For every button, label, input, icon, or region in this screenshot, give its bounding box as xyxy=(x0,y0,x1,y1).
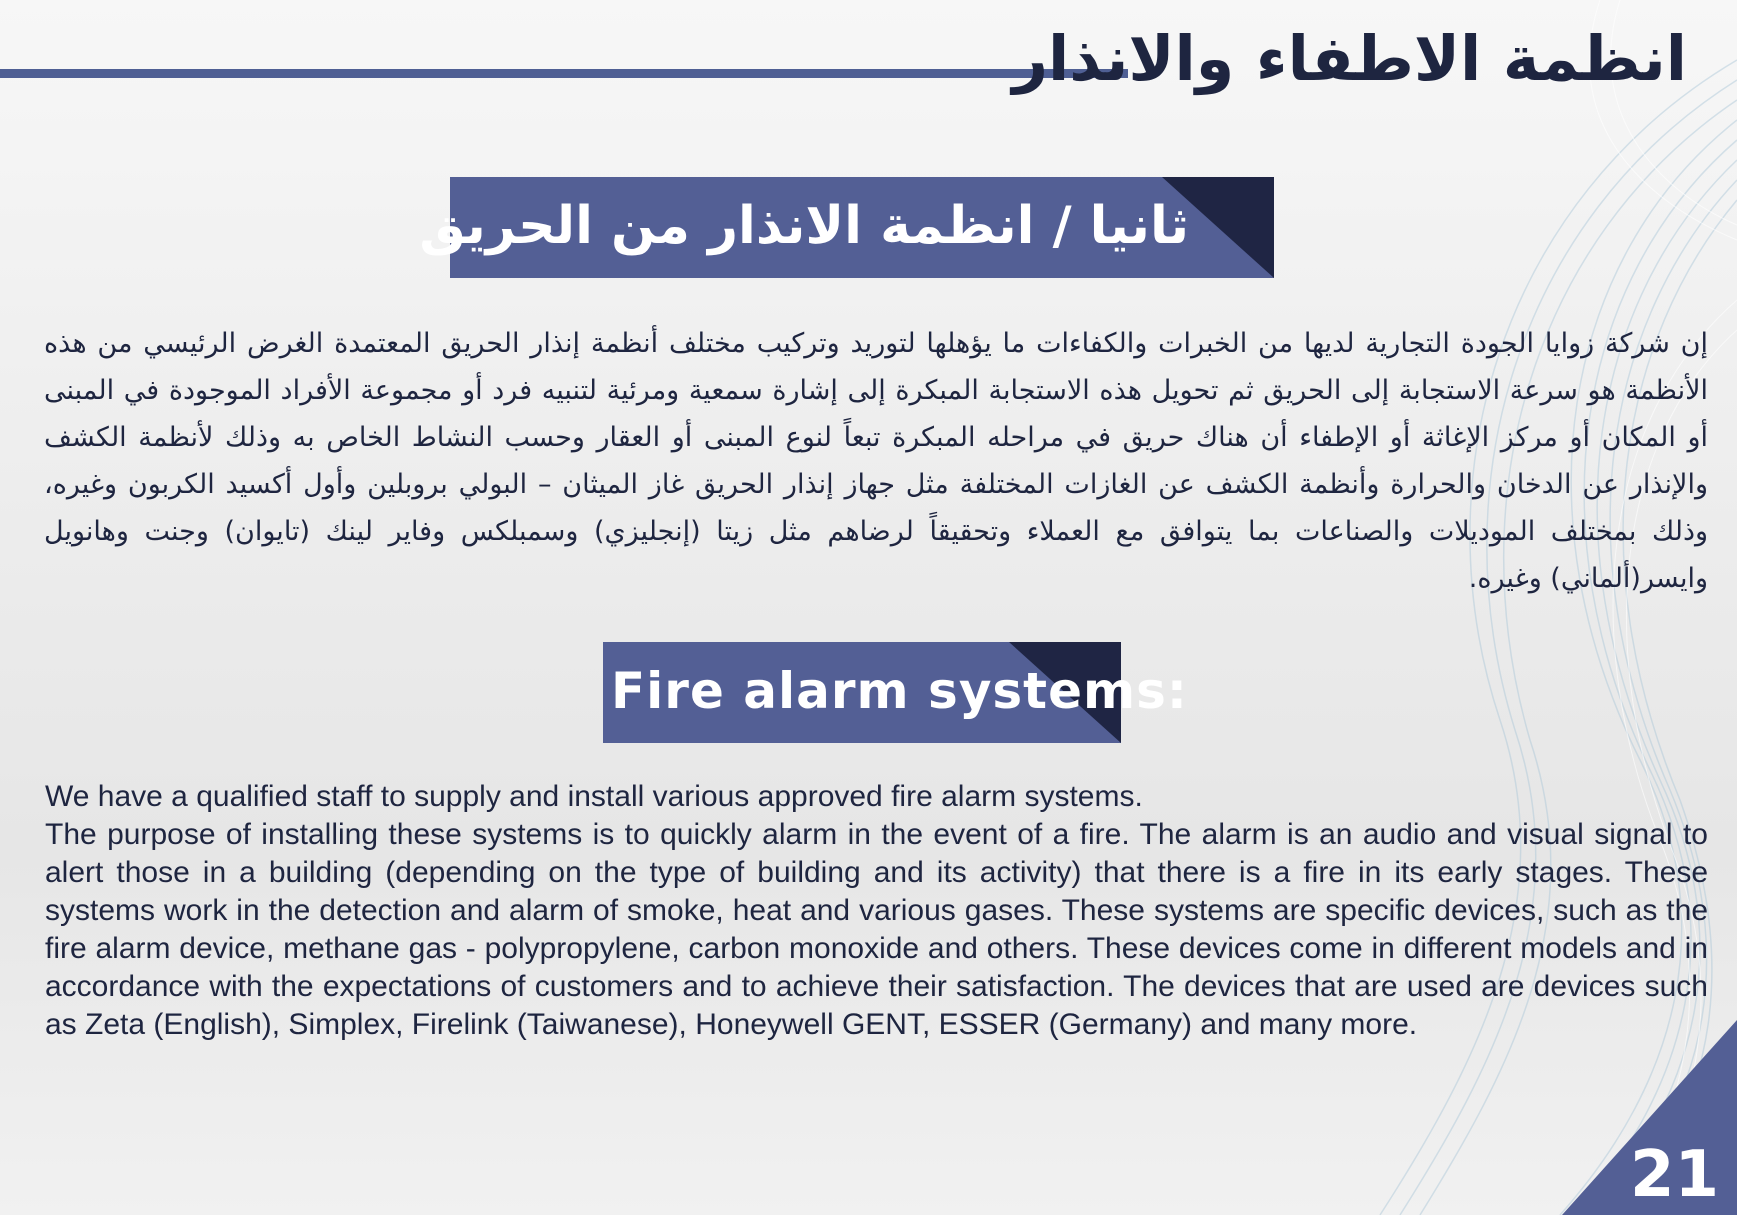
english-paragraph xyxy=(45,778,1708,1044)
header-rule xyxy=(0,69,1128,78)
english-body-text: The purpose of installing these systems is to quickly alarm in the event of a fire. The alarm is an audio and visual signal to alert those in a building (depending on the type of building and its activity) that there is a fire in its early stages. These systems work in the detection and alarm of smoke, heat and various gases. These systems are specific devices, such as the fire alarm device, methane gas - polypropylene, carbon monoxide and others. These devices come in different models and in accordance with the expectations of customers and to achieve their satisfaction. The devices that are used are devices such as Zeta (English), Simplex, Firelink (Taiwanese), Honeywell GENT, ESSER (Germany) and many more. xyxy=(45,818,1708,1041)
arabic-section-banner xyxy=(419,177,1274,278)
page-title: انظمة الاطفاء والانذار xyxy=(1012,22,1687,95)
english-intro-line: We have a qualified staff to supply and install various approved fire alarm systems. xyxy=(45,780,1143,813)
arabic-section-heading: ثانيا / انظمة الانذار من الحريق xyxy=(419,196,1189,256)
english-section-heading: Fire alarm systems: xyxy=(611,662,1188,720)
arabic-paragraph: إن شركة زوايا الجودة التجارية لديها من الخبرات والكفاءات ما يؤهلها لتوريد وتركيب مختلف أنظمة إنذار الحريق المعتمدة الغرض الرئيسي من هذه الأنظمة هو سرعة الاستجابة إلى الحريق ثم تحويل هذه الاستجابة المبكرة إلى إشارة سمعية ومرئية لتنبيه فرد أو مجموعة الأفراد الموجودة في المبنى أو المكان أو مركز الإغاثة أو الإطفاء أن هناك حريق في مراحله المبكرة تبعاً لنوع المبنى أو العقار وحسب النشاط الخاص به وذلك لأنظمة الكشف والإنذار عن الدخان والحرارة وأنظمة الكشف عن الغازات المختلفة مثل جهاز إنذار الحريق غاز الميثان – البولي بروبلين وأول أكسيد الكربون وغيره، وذلك بمختلف الموديلات والصناعات بما يتوافق مع العملاء وتحقيقاً لرضاهم مثل زيتا (إنجليزي) وسمبلكس وفاير لينك (تايوان) وجنت وهانويل وايسر(ألماني) وغيره. xyxy=(44,328,1708,594)
page-number: 21 xyxy=(1629,1138,1719,1212)
english-section-banner xyxy=(603,642,1188,743)
